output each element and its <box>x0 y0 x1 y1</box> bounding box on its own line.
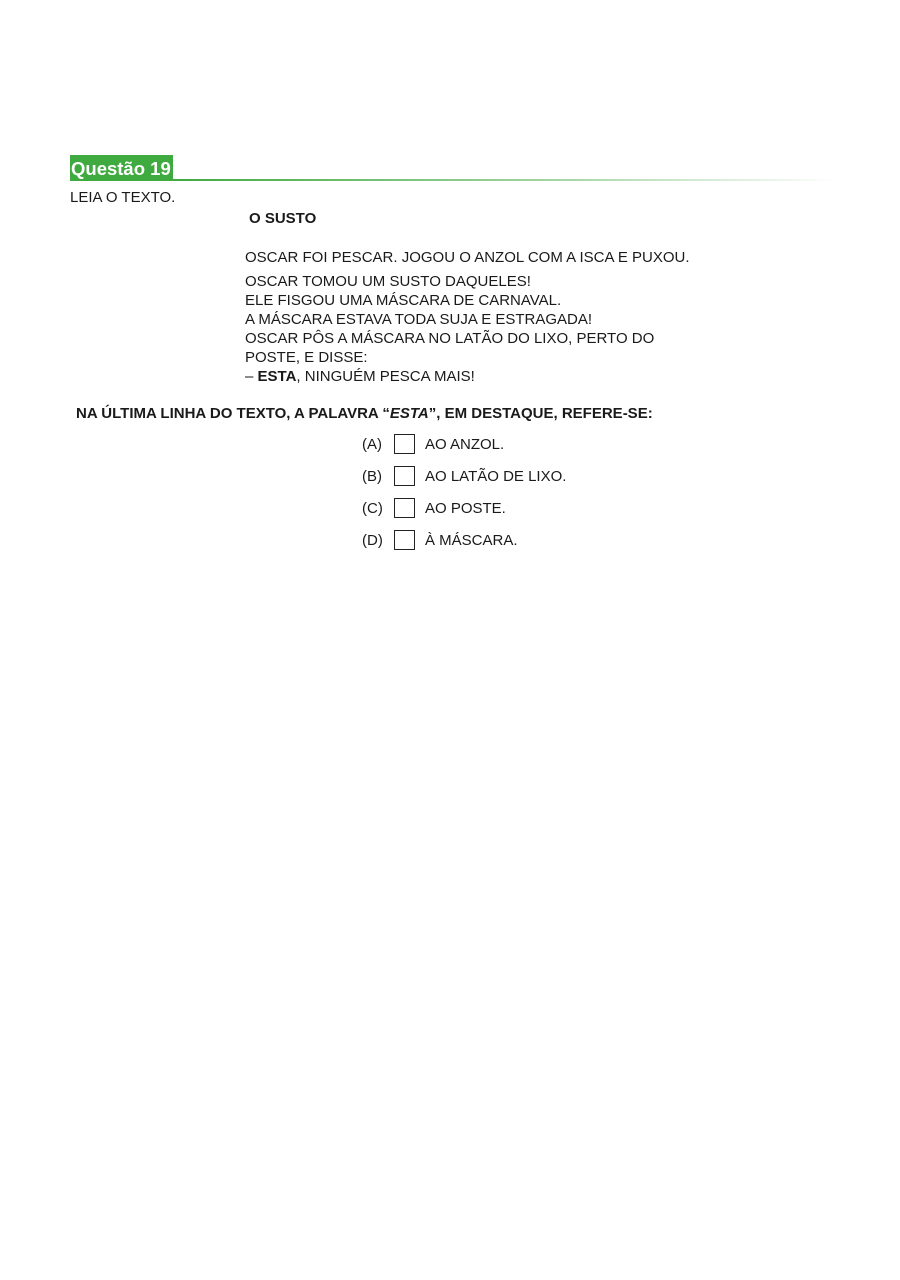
text-line: OSCAR TOMOU UM SUSTO DAQUELES! <box>245 273 531 290</box>
text-line-last <box>245 367 690 386</box>
option-letter: (B) <box>362 468 382 485</box>
option-a-checkbox[interactable] <box>394 434 415 454</box>
question-number-badge: Questão 19 <box>70 155 173 181</box>
option-b-checkbox[interactable] <box>394 466 415 486</box>
header-divider <box>170 179 840 181</box>
question-prompt <box>76 405 653 422</box>
text-line: OSCAR PÔS A MÁSCARA NO LATÃO DO LIXO, PERTO DO <box>245 330 655 347</box>
option-c-checkbox[interactable] <box>394 498 415 518</box>
option-label: À MÁSCARA. <box>425 532 518 549</box>
question-emphasis: ESTA <box>389 405 429 422</box>
question-header <box>70 155 840 181</box>
text-line: ELE FISGOU UMA MÁSCARA DE CARNAVAL. <box>245 292 562 309</box>
text-line: OSCAR FOI PESCAR. JOGOU O ANZOL COM A ISCA E PUXOU. <box>245 249 690 266</box>
text-line: POSTE, E DISSE: <box>245 349 368 366</box>
option-label: AO ANZOL. <box>425 436 505 453</box>
highlighted-word: ESTA <box>257 368 297 385</box>
text-body <box>245 248 690 386</box>
text-title: O SUSTO <box>249 210 317 227</box>
option-d-checkbox[interactable] <box>394 530 415 550</box>
option-label: AO LATÃO DE LIXO. <box>425 468 567 485</box>
question-prefix: NA ÚLTIMA LINHA DO TEXTO, A PALAVRA “ <box>76 405 390 422</box>
option-label: AO POSTE. <box>425 500 506 517</box>
option-letter: (D) <box>362 532 383 549</box>
option-letter: (A) <box>362 436 382 453</box>
option-letter: (C) <box>362 500 383 517</box>
dash: – <box>245 368 258 385</box>
text-line: A MÁSCARA ESTAVA TODA SUJA E ESTRAGADA! <box>245 311 593 328</box>
question-suffix: ”, EM DESTAQUE, REFERE-SE: <box>428 405 653 422</box>
last-line-rest: , NINGUÉM PESCA MAIS! <box>296 368 475 385</box>
instruction-text: LEIA O TEXTO. <box>70 189 176 206</box>
